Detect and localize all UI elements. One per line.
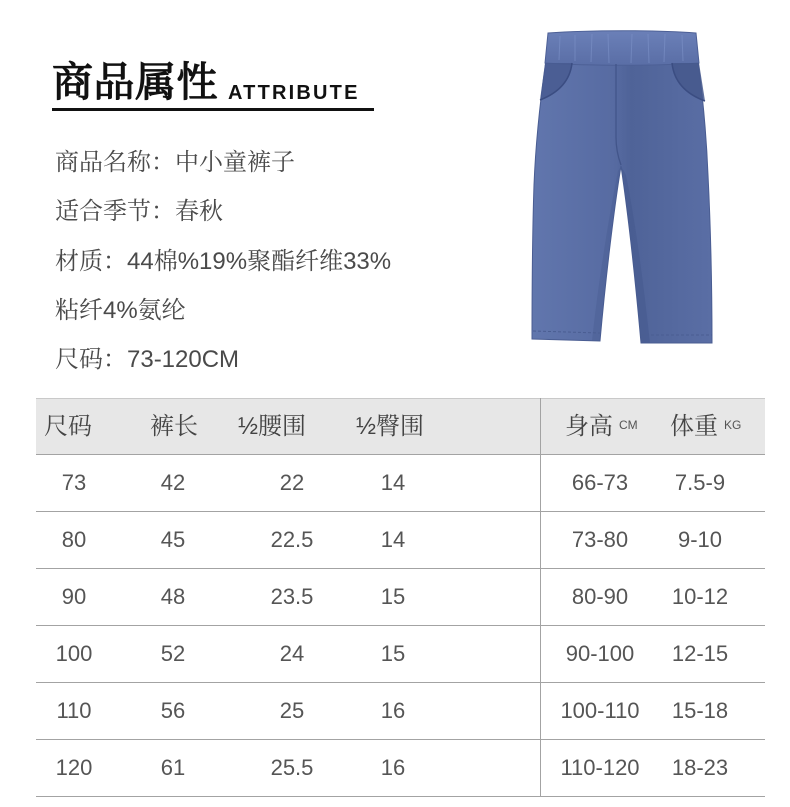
table-row xyxy=(36,740,765,797)
header-half-waist: ½腰围 xyxy=(238,413,307,440)
cell-weight: 9-10 xyxy=(677,527,723,552)
cell-length: 45 xyxy=(160,527,186,552)
cell-weight: 18-23 xyxy=(671,755,729,780)
cell-waist: 25.5 xyxy=(270,755,314,780)
cell-length: 61 xyxy=(160,755,186,780)
cell-size: 80 xyxy=(61,527,87,552)
page-title: 商品属性 xyxy=(52,59,218,105)
attribute-material: 材质：44棉%19%聚酯纤维33% xyxy=(55,248,392,275)
cell-waist: 22.5 xyxy=(270,527,314,552)
table-column-divider xyxy=(540,398,541,797)
cell-height: 110-120 xyxy=(560,755,640,780)
cell-waist: 23.5 xyxy=(270,584,314,609)
cell-length: 48 xyxy=(160,584,186,609)
cell-hip: 16 xyxy=(380,755,406,780)
cell-hip: 15 xyxy=(380,584,406,609)
cell-height: 66-73 xyxy=(571,470,629,495)
header-weight-unit: KG xyxy=(724,418,742,433)
cell-weight: 15-18 xyxy=(671,698,729,723)
cell-height: 100-110 xyxy=(560,698,640,723)
header-weight-label: 体重 xyxy=(670,413,718,440)
size-table-header xyxy=(36,398,765,455)
cell-height: 80-90 xyxy=(571,584,629,609)
header-height xyxy=(565,399,638,454)
cell-length: 52 xyxy=(160,641,186,666)
header-length: 裤长 xyxy=(150,413,198,440)
cell-weight: 12-15 xyxy=(671,641,729,666)
attribute-size-range: 尺码：73-120CM xyxy=(55,346,240,373)
cell-height: 90-100 xyxy=(565,641,635,666)
cell-waist: 25 xyxy=(279,698,305,723)
table-row xyxy=(36,626,765,683)
header-height-unit: CM xyxy=(619,418,638,433)
cell-weight: 7.5-9 xyxy=(674,470,726,495)
cell-height: 73-80 xyxy=(571,527,629,552)
cell-weight: 10-12 xyxy=(671,584,729,609)
cell-hip: 14 xyxy=(380,527,406,552)
table-row xyxy=(36,455,765,512)
table-row xyxy=(36,512,765,569)
header-weight xyxy=(670,399,741,454)
cell-hip: 16 xyxy=(380,698,406,723)
pants-waistband xyxy=(545,31,699,66)
cell-hip: 14 xyxy=(380,470,406,495)
table-row xyxy=(36,569,765,626)
header-height-label: 身高 xyxy=(565,413,613,440)
attribute-product-name: 商品名称：中小童裤子 xyxy=(55,149,295,176)
cell-size: 120 xyxy=(55,755,93,780)
header-half-hip: ½臀围 xyxy=(356,413,425,440)
header-size: 尺码 xyxy=(44,413,92,440)
cell-length: 56 xyxy=(160,698,186,723)
table-row xyxy=(36,683,765,740)
title-underline xyxy=(52,108,374,111)
cell-size: 90 xyxy=(61,584,87,609)
product-image xyxy=(520,25,720,350)
cell-waist: 22 xyxy=(279,470,305,495)
cell-waist: 24 xyxy=(279,641,305,666)
attribute-material-continued: 粘纤4%氨纶 xyxy=(55,297,186,324)
cell-size: 110 xyxy=(56,698,92,723)
pants-body xyxy=(532,61,712,343)
cell-length: 42 xyxy=(160,470,186,495)
page-subtitle: ATTRIBUTE xyxy=(228,82,360,104)
cell-hip: 15 xyxy=(380,641,406,666)
cell-size: 100 xyxy=(55,641,93,666)
pants-illustration xyxy=(520,25,720,350)
cell-size: 73 xyxy=(61,470,87,495)
attribute-season: 适合季节：春秋 xyxy=(55,198,223,225)
